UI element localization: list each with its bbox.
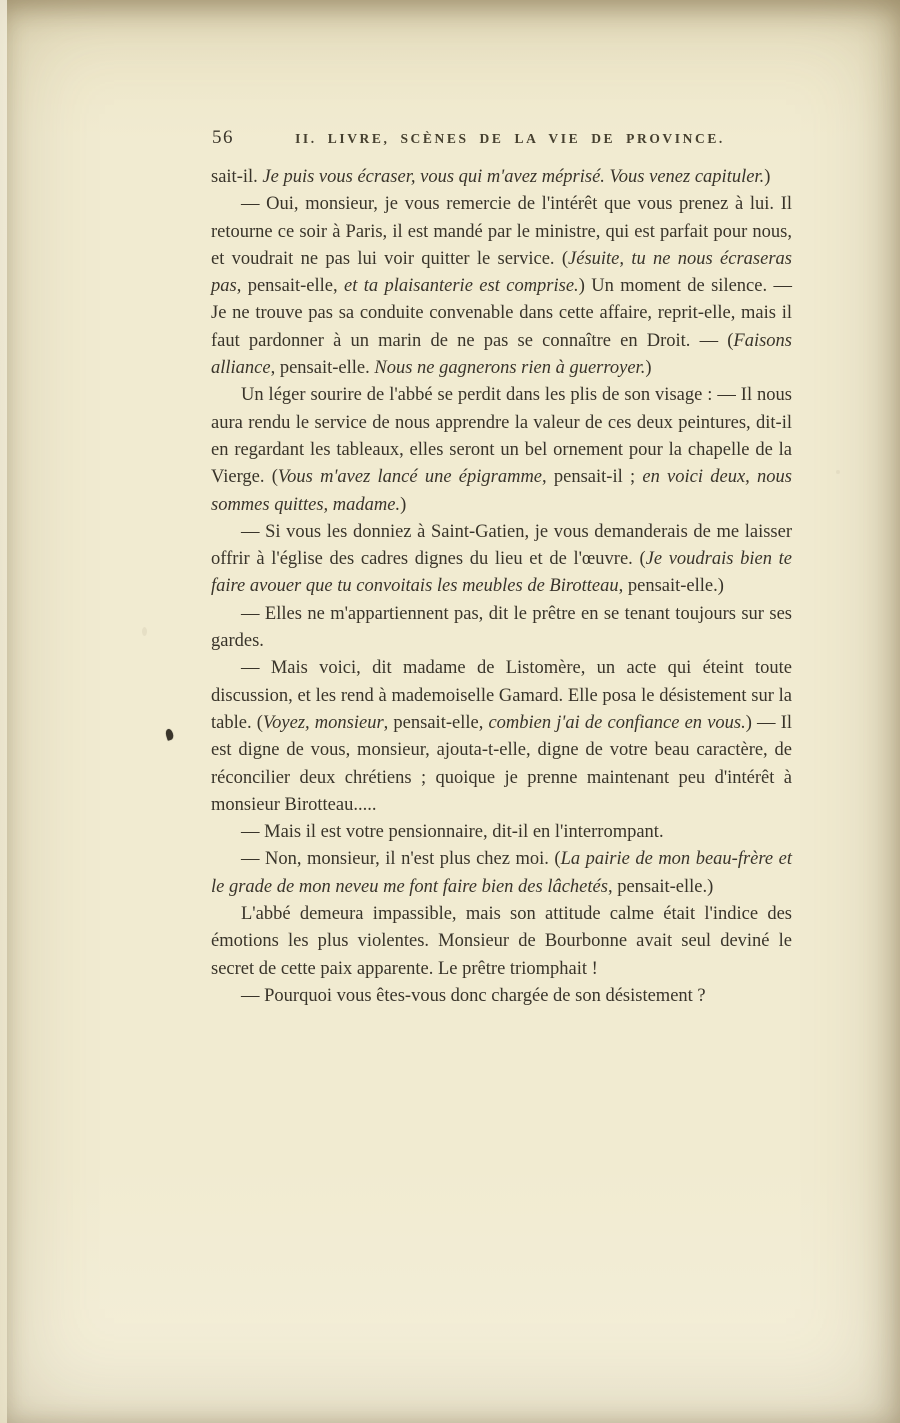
paragraph — [211, 382, 792, 518]
paragraph — [211, 846, 792, 901]
running-title: II. LIVRE, SCÈNES DE LA VIE DE PROVINCE. — [295, 131, 725, 146]
roman-text: , pensait-elle, — [236, 276, 344, 297]
text-block — [211, 164, 792, 1010]
paragraph — [211, 164, 792, 191]
roman-text: sait-il. — [211, 167, 263, 187]
roman-text: , pensait-elle.) — [618, 576, 724, 597]
paper-speck — [142, 627, 147, 636]
roman-text: — Mais il est votre pensionnaire, dit-il en l'interrompant. — [241, 822, 664, 843]
italic-text: en voici deux, nous sommes quittes, madame. — [211, 467, 792, 515]
roman-text: ) — [645, 358, 652, 379]
italic-text: et ta plaisanterie est comprise. — [344, 276, 579, 297]
italic-text: Vous m'avez lancé une épigramme — [277, 467, 543, 488]
italic-text: Nous ne gagnerons rien à guerroyer. — [374, 358, 646, 379]
scan-edge-strip — [0, 0, 7, 1423]
roman-text: — Pourquoi vous êtes-vous donc chargée de son désistement ? — [241, 985, 706, 1006]
paragraph — [211, 819, 792, 846]
roman-text: Un léger sourire de l'abbé se perdit dans les plis de son visage : — Il nous aura rendu le service de nous apprendre la valeur de ces deux peintures, dit-il en regardant les tableaux, elles seront un bel ornement pour la chapelle de la Vierge. ( — [211, 385, 792, 488]
page-header — [212, 127, 792, 149]
roman-text: — Mais voici, dit madame de Listomère, un acte qui éteint toute discussion, et les rend à mademoiselle Gamard. Elle posa le désistement sur la table. ( — [211, 658, 792, 733]
italic-text: Voyez, monsieur — [262, 712, 384, 733]
paper-speck — [836, 470, 840, 474]
roman-text: , pensait-il ; — [542, 467, 643, 488]
roman-text: , pensait-elle. — [270, 358, 375, 379]
italic-text: Jésuite, tu ne nous écraseras pas — [211, 248, 792, 297]
margin-ink-mark — [164, 728, 174, 741]
italic-text: Je puis vous écraser, vous qui m'avez méprisé. Vous venez capituler. — [262, 167, 765, 187]
roman-text: ) — Il est digne de vous, monsieur, ajouta-t-elle, digne de votre beau caractère, de réconcilier deux chrétiens ; quoique je prenne maintenant peu d'intérêt à monsieur Birotteau..... — [211, 712, 793, 815]
roman-text: ) — [400, 494, 407, 515]
roman-text: , pensait-elle.) — [607, 876, 714, 897]
italic-text: La pairie de mon beau-frère et le grade de mon neveu me font faire bien des lâchetés — [211, 849, 792, 897]
roman-text: — Non, monsieur, il n'est plus chez moi. ( — [241, 849, 561, 870]
roman-text: — Elles ne m'appartiennent pas, dit le prêtre en se tenant toujours sur ses gardes. — [211, 603, 792, 652]
paragraph — [211, 655, 792, 819]
roman-text: , pensait-elle, — [383, 712, 489, 733]
italic-text: Faisons alliance — [211, 330, 792, 379]
roman-text: — Oui, monsieur, je vous remercie de l'intérêt que vous prenez à lui. Il retourne ce soir à Paris, il est mandé par le ministre, qui est parfait pour nous, et voudrait ne pas lui voir quitter le service. ( — [211, 194, 792, 269]
paragraph — [211, 519, 792, 601]
roman-text: ) — [764, 167, 771, 187]
roman-text: L'abbé demeura impassible, mais son attitude calme était l'indice des émotions les plus violentes. Monsieur de Bourbonne avait seul deviné le secret de cette paix apparente. Le prêtre triomphait ! — [211, 904, 792, 979]
paragraph — [211, 191, 792, 382]
roman-text: ) Un moment de silence. — Je ne trouve pas sa conduite convenable dans cette affaire, reprit-elle, mais il faut pardonner à un marin de ne pas se connaître en Droit. — ( — [211, 276, 792, 351]
paragraph — [211, 601, 792, 656]
roman-text: — Si vous les donniez à Saint-Gatien, je vous demanderais de me laisser offrir à l'église des cadres dignes du lieu et de l'œuvre. ( — [211, 521, 792, 570]
paragraph — [211, 901, 792, 983]
paragraph — [211, 983, 792, 1010]
italic-text: combien j'ai de confiance en vous. — [488, 712, 746, 733]
page-number: 56 — [212, 127, 234, 148]
italic-text: Je voudrais bien te faire avouer que tu convoitais les meubles de Birotteau — [211, 549, 792, 597]
